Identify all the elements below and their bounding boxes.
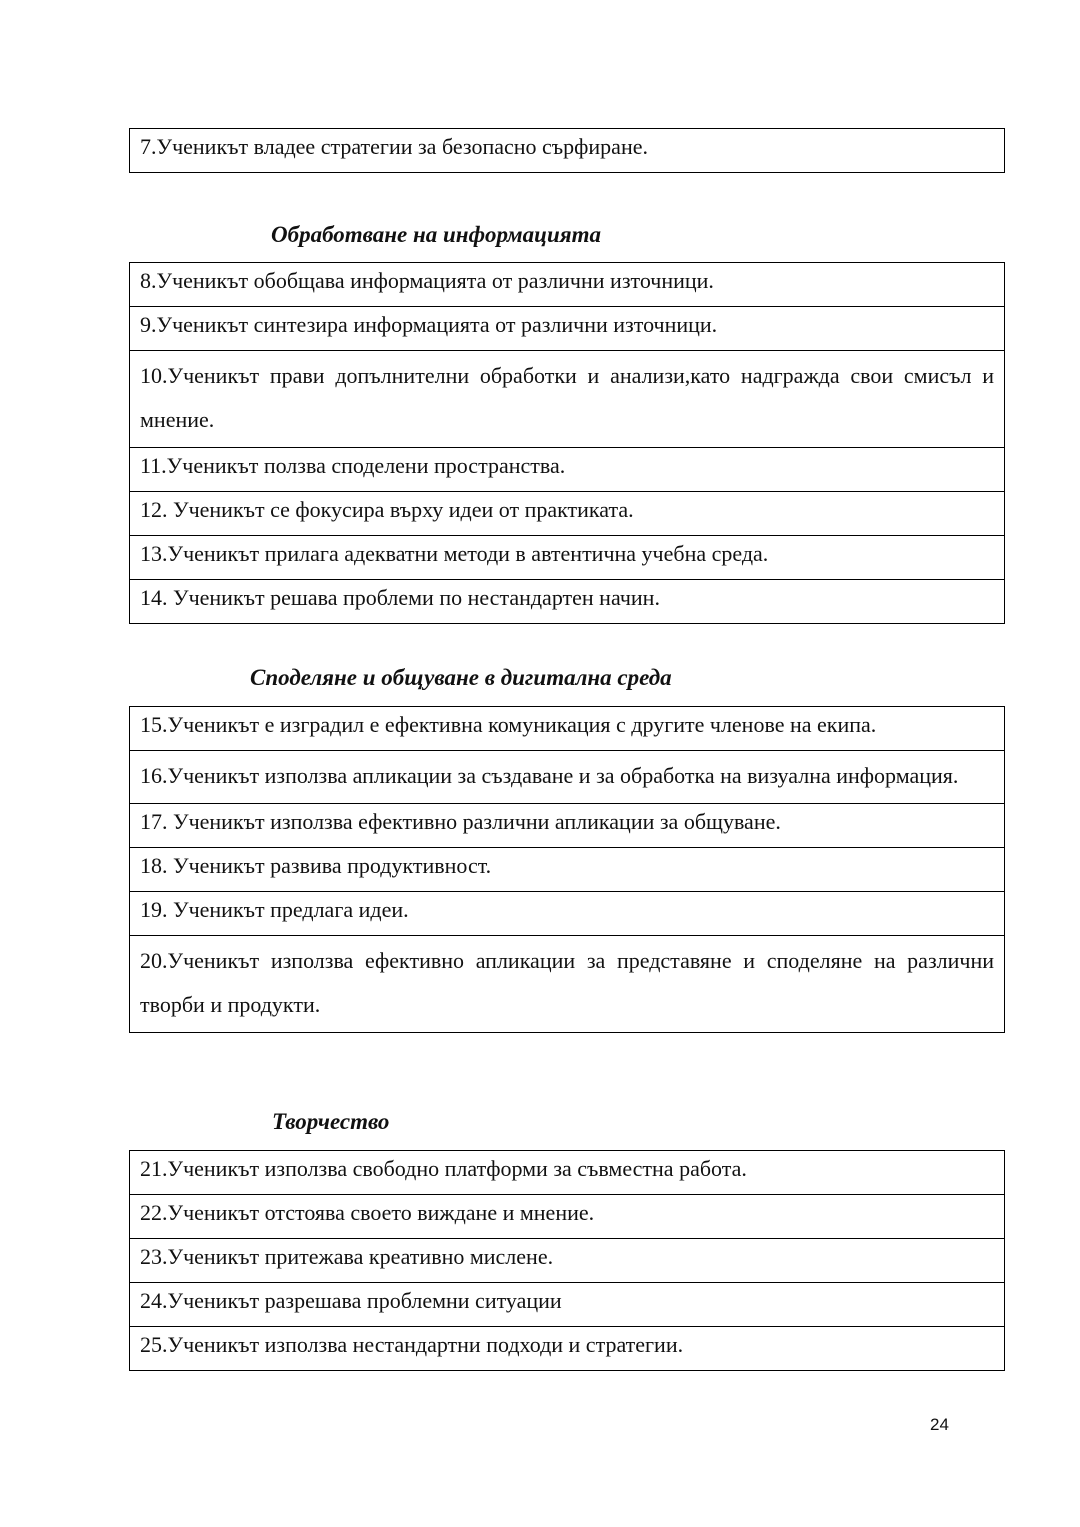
section-heading-creativity: Творчество: [272, 1109, 390, 1134]
criterion-23: 23.Ученикът притежава креативно мислене.: [130, 1239, 1005, 1283]
table-row: [130, 848, 1005, 892]
criterion-16: 16.Ученикът използва апликации за създаване и за обработка на визуална информация.: [130, 751, 1005, 804]
criterion-17: 17. Ученикът използва ефективно различни апликации за общуване.: [130, 804, 1005, 848]
table-row: [130, 448, 1005, 492]
criterion-15: 15.Ученикът е изградил е ефективна комуникация с другите членове на екипа.: [130, 707, 1005, 751]
criterion-11: 11.Ученикът ползва споделени пространства.: [130, 448, 1005, 492]
criterion-8: 8.Ученикът обобщава информацията от различни източници.: [130, 263, 1005, 307]
table-row: [130, 936, 1005, 1033]
table-row: [130, 1151, 1005, 1195]
table-row: [130, 751, 1005, 804]
criterion-10: 10.Ученикът прави допълнителни обработки и анализи,като надгражда свои смисъл и мнение.: [130, 351, 1005, 448]
table-row: [130, 1283, 1005, 1327]
criterion-12: 12. Ученикът се фокусира върху идеи от практиката.: [130, 492, 1005, 536]
table-row: [130, 492, 1005, 536]
table-row: [130, 707, 1005, 751]
criterion-7: 7.Ученикът владее стратегии за безопасно сърфиране.: [130, 129, 1005, 173]
table-row: [130, 1195, 1005, 1239]
criteria-table-safety: [129, 128, 1005, 173]
table-row: [130, 1327, 1005, 1371]
criteria-table-digital-communication: [129, 706, 1005, 1033]
criteria-table-information-processing: [129, 262, 1005, 624]
criterion-19: 19. Ученикът предлага идеи.: [130, 892, 1005, 936]
table-row: [130, 263, 1005, 307]
criterion-20: 20.Ученикът използва ефективно апликации за представяне и споделяне на различни творби и продукти.: [130, 936, 1005, 1033]
criterion-13: 13.Ученикът прилага адекватни методи в автентична учебна среда.: [130, 536, 1005, 580]
criterion-22: 22.Ученикът отстоява своето виждане и мнение.: [130, 1195, 1005, 1239]
section-heading-information-processing: Обработване на информацията: [271, 222, 601, 247]
table-row: [130, 580, 1005, 624]
table-row: [130, 804, 1005, 848]
table-row: [130, 892, 1005, 936]
criterion-25: 25.Ученикът използва нестандартни подходи и стратегии.: [130, 1327, 1005, 1371]
table-row: [130, 1239, 1005, 1283]
page-number: 24: [930, 1415, 949, 1434]
table-row: [130, 351, 1005, 448]
criterion-24: 24.Ученикът разрешава проблемни ситуации: [130, 1283, 1005, 1327]
criterion-18: 18. Ученикът развива продуктивност.: [130, 848, 1005, 892]
table-row: [130, 307, 1005, 351]
criterion-14: 14. Ученикът решава проблеми по нестандартен начин.: [130, 580, 1005, 624]
table-row: [130, 536, 1005, 580]
section-heading-digital-communication: Споделяне и общуване в дигитална среда: [250, 665, 672, 690]
table-row: [130, 129, 1005, 173]
criterion-9: 9.Ученикът синтезира информацията от различни източници.: [130, 307, 1005, 351]
criterion-21: 21.Ученикът използва свободно платформи за съвместна работа.: [130, 1151, 1005, 1195]
criteria-table-creativity: [129, 1150, 1005, 1371]
